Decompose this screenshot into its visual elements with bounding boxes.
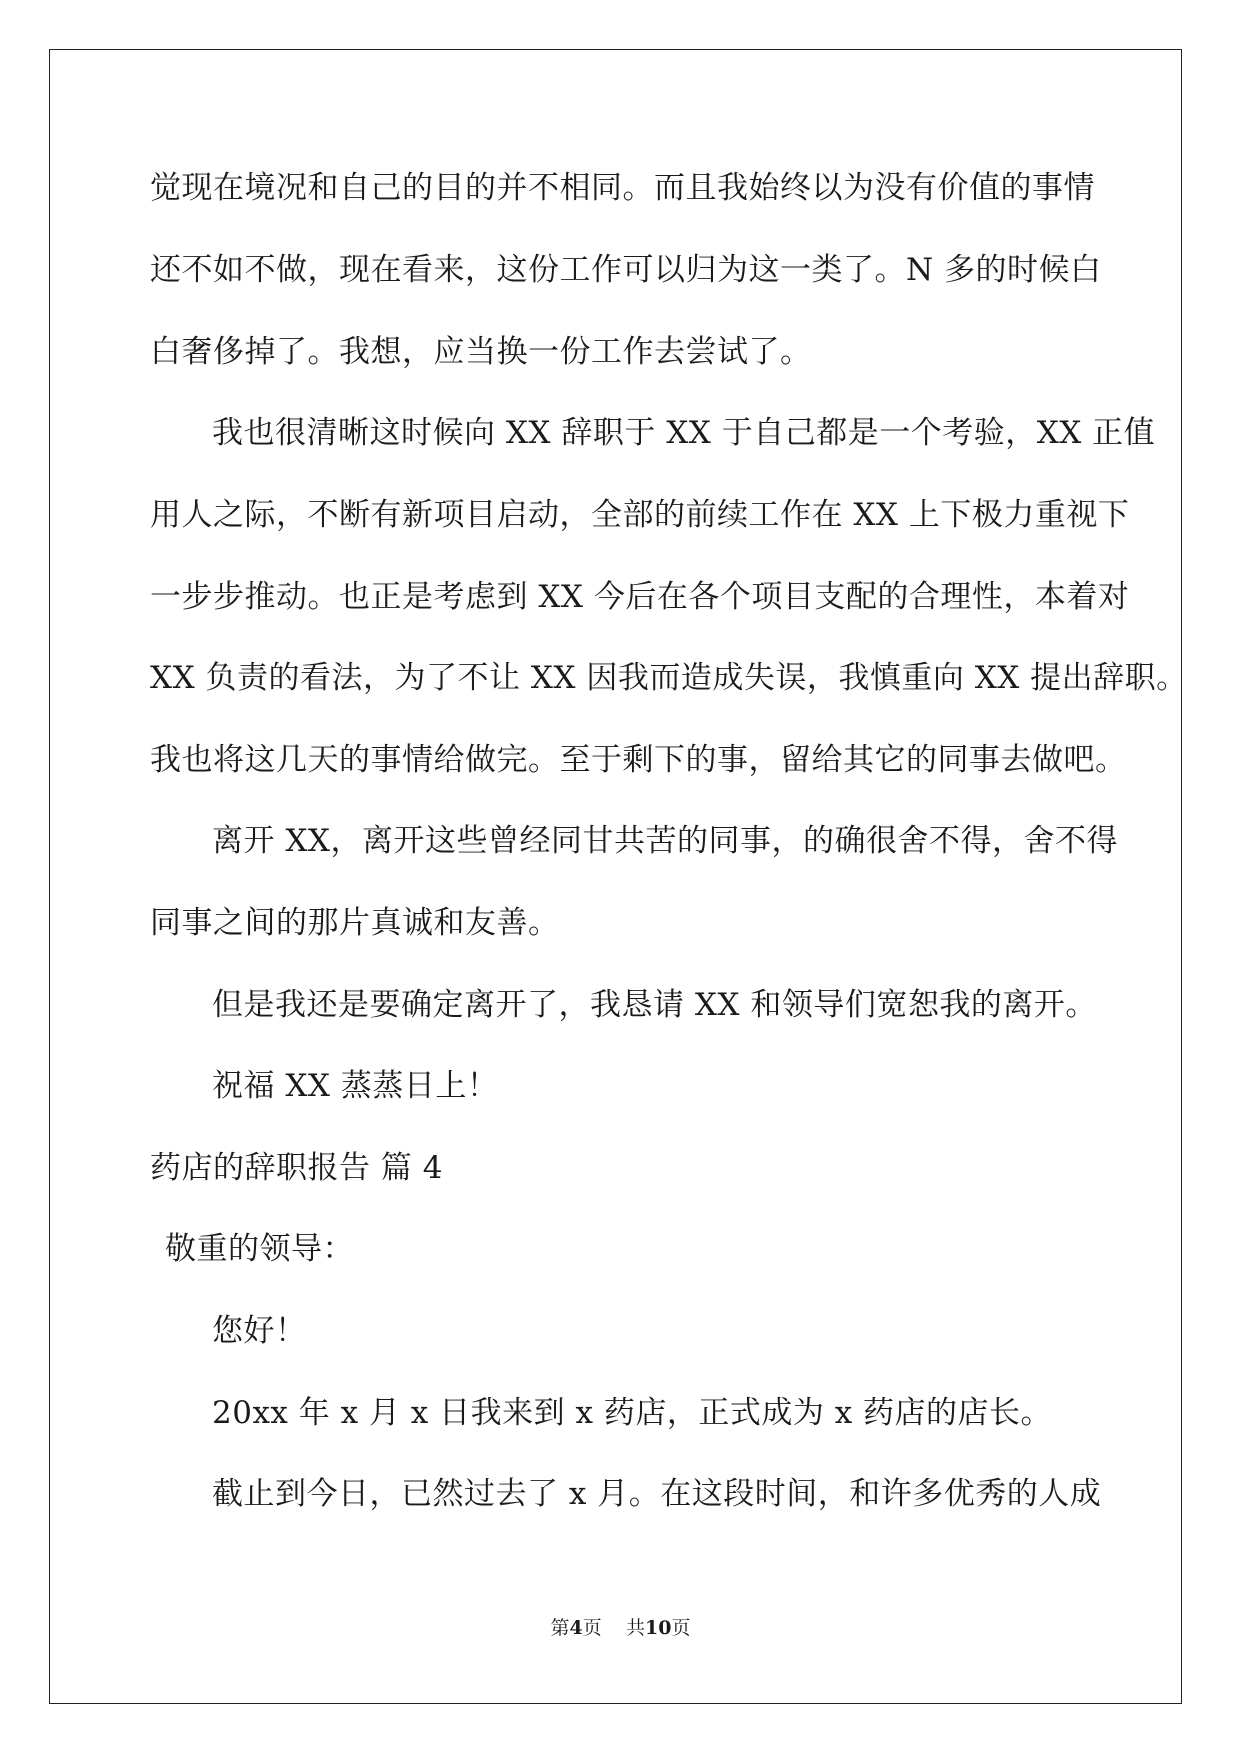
body-line: 一步步推动。也正是考虑到 XX 今后在各个项目支配的合理性，本着对: [150, 579, 1130, 615]
footer-total-prefix: 共: [625, 1617, 645, 1639]
body-line: 用人之际，不断有新项目启动，全部的前续工作在 XX 上下极力重视下: [150, 497, 1130, 533]
section-heading: 药店的辞职报告 篇 4: [150, 1150, 443, 1186]
footer-total-pages: 10: [644, 1617, 672, 1639]
greeting: 您好！: [212, 1313, 307, 1349]
footer-total-suffix: 页: [671, 1617, 691, 1639]
footer-current-page: 4: [569, 1617, 583, 1639]
footer-page-word: 页: [582, 1617, 602, 1639]
body-line: XX 负责的看法，为了不让 XX 因我而造成失误，我慎重向 XX 提出辞职。: [150, 660, 1188, 696]
body-line: 我也很清晰这时候向 XX 辞职于 XX 于自己都是一个考验，XX 正值: [212, 415, 1156, 451]
body-line: 截止到今日，已然过去了 x 月。在这段时间，和许多优秀的人成: [212, 1476, 1102, 1512]
body-line: 同事之间的那片真诚和友善。: [150, 905, 560, 941]
body-line: 离开 XX，离开这些曾经同甘共苦的同事，的确很舍不得，舍不得: [212, 823, 1118, 859]
salutation: 敬重的领导：: [165, 1231, 354, 1267]
body-line: 还不如不做，现在看来，这份工作可以归为这一类了。N 多的时候白: [150, 252, 1102, 288]
body-line: 觉现在境况和自己的目的并不相同。而且我始终以为没有价值的事情: [150, 170, 1095, 206]
footer-prefix: 第: [550, 1617, 570, 1639]
body-line: 但是我还是要确定离开了，我恳请 XX 和领导们宽恕我的离开。: [212, 987, 1097, 1023]
body-line: 我也将这几天的事情给做完。至于剩下的事，留给其它的同事去做吧。: [150, 742, 1127, 778]
page-border: [49, 49, 1182, 1704]
body-line: 20xx 年 x 月 x 日我来到 x 药店，正式成为 x 药店的店长。: [212, 1395, 1053, 1431]
closing-wish: 祝福 XX 蒸蒸日上！: [212, 1068, 499, 1104]
body-line: 白奢侈掉了。我想，应当换一份工作去尝试了。: [150, 334, 812, 370]
page-footer: [0, 1616, 1241, 1640]
